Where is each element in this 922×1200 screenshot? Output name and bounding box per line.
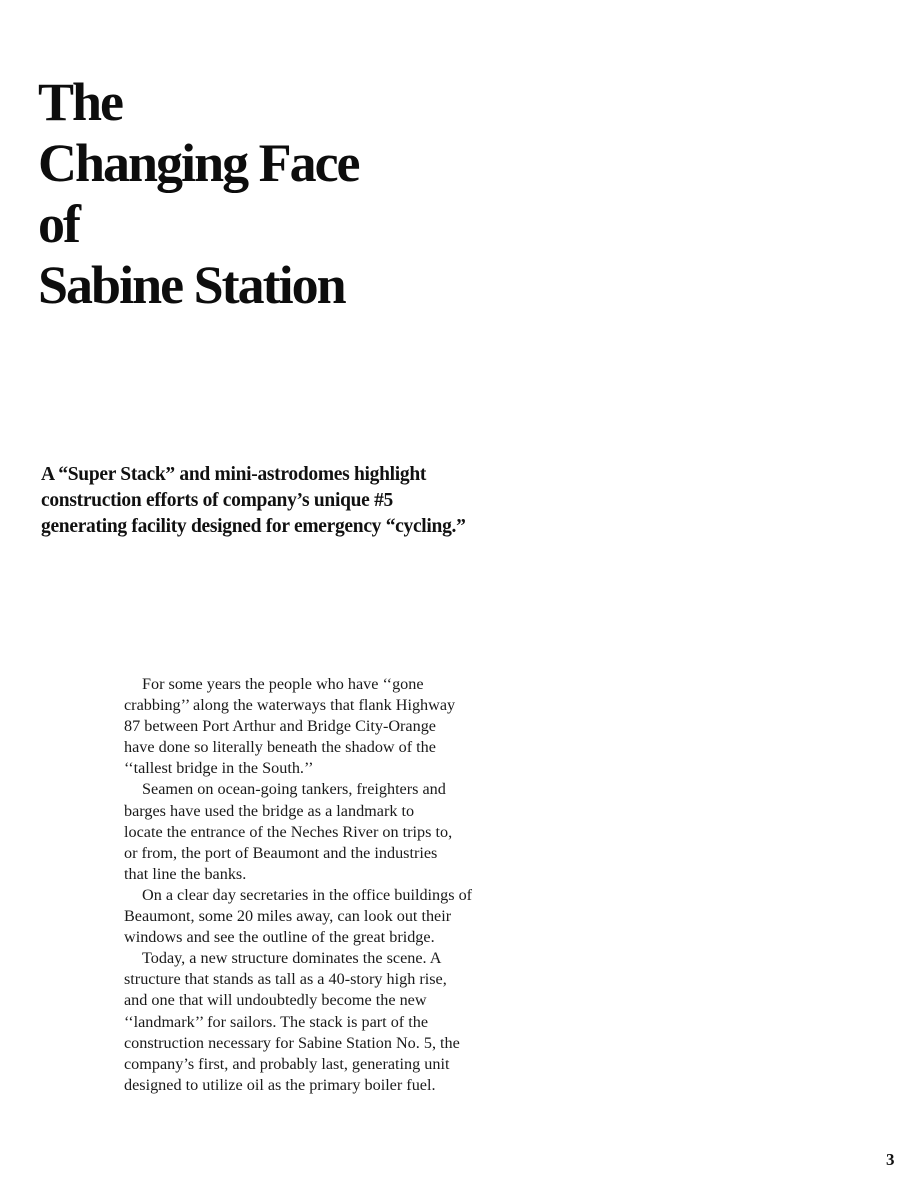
body-line: Today, a new structure dominates the scene. A [142,949,442,968]
title-line: of [38,194,79,254]
page-number: 3 [886,1150,895,1169]
body-line: Seamen on ocean-going tankers, freighters and [142,780,446,799]
body-line: locate the entrance of the Neches River on trips to, [124,822,453,841]
body-line: windows and see the outline of the great bridge. [124,928,435,947]
body-line: designed to utilize oil as the primary boiler fuel. [124,1075,436,1094]
body-line: On a clear day secretaries in the office buildings of [142,885,473,904]
body-line: company’s first, and probably last, generating unit [124,1054,450,1073]
article-body [124,674,554,1096]
body-line: Beaumont, some 20 miles away, can look out their [124,907,452,926]
body-line: ‘‘tallest bridge in the South.’’ [124,759,314,778]
title-line: The [38,72,123,132]
body-line: and one that will undoubtedly become the new [124,991,427,1010]
title-line: Changing Face [38,133,359,193]
deck-line: generating facility designed for emergency “cycling.” [41,516,466,537]
body-line: construction necessary for Sabine Station No. 5, the [124,1033,460,1052]
body-line: that line the banks. [124,864,247,883]
body-line: For some years the people who have ‘‘gone [142,675,424,693]
paragraph [124,674,554,779]
title-line: Sabine Station [38,255,345,315]
paragraph [124,948,554,1096]
article-title [38,72,558,316]
body-line: crabbing’’ along the waterways that flank Highway [124,696,456,715]
deck-line: construction efforts of company’s unique #5 [41,490,393,511]
body-line: barges have used the bridge as a landmark to [124,801,415,820]
body-line: 87 between Port Arthur and Bridge City-Orange [124,717,436,736]
body-line: ‘‘landmark’’ for sailors. The stack is part of the [124,1012,429,1031]
article-deck [41,462,581,540]
paragraph [124,779,554,884]
paragraph [124,885,554,948]
deck-line: A “Super Stack” and mini-astrodomes highlight [41,464,427,485]
body-line: structure that stands as tall as a 40-story high rise, [124,970,447,989]
body-line: have done so literally beneath the shadow of the [124,738,436,757]
body-line: or from, the port of Beaumont and the industries [124,843,438,862]
